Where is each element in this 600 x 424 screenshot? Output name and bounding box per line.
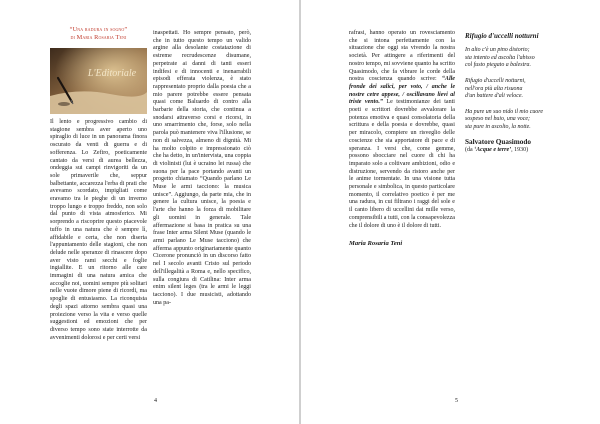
poem-line: sta pure in ascolto, la notte.: [465, 124, 531, 130]
poem-line: d'un battere d'ali veloce.: [465, 93, 523, 100]
editorial-image-caption: L'Editoriale: [87, 68, 137, 79]
quasimodo-quote: “Alle fronde dei salici, per voto, / anche le nostre cetre appese, / oscillavano lievi al triste vento.”: [349, 76, 455, 106]
poem-source-prefix: (da: [465, 147, 475, 154]
right-column-1: [349, 30, 455, 248]
poem-line: sospeso nel buio, una voce;: [465, 116, 530, 123]
paragraph-left-2: inaspettati. Ho sempre pensato, però, che in tutto questo tempo un valido argine alla desolante costatazione di estreme recrudescenze disumane, perpetrate ai danni di tanti esseri indifesi e di innocenti e inenarrabili episodi efferata violenza, è stato rappresentato proprio dalla poesia che a mio parere potrebbe essere pensata quasi come Baluardo di contro alla barbarie della storia, che continua a snodarsi attraverso corsi e ricorsi, in uno smarrimento che, forse, solo nella parola può mantenere viva l'illusione, se non di salvezza, almeno di dignità. Mi ha molto colpito e impressionato ciò che ha detto, in un'intervista, una coppia di violinisti (lui è ucraino lei russa) che suona per la pace portando avanti un progetto chiamato “Quando parlano Le Muse le armi tacciono: la musica unisce”. Aggiungo, da parte mia, che in genere la cultura unisce, la poesia e l'arte che hanno la forza di mobilitare gli uomini in generale. Tale affermazione si basa in pratica su una frase Inter arma Silent Muse (quando le armi parlano Le Muse tacciono) che afferma appunto originariamente quanto Cicerone pronunciò in un discorso fatto nel I secolo avanti Cristo sul periodo dell'illegalità a Roma e, nello specifico, sulla congiura di Catilina: Inter arma enim silent leges (tra le armi le leggi tacciono). I due musicisti, adottando una pa-: [153, 30, 251, 306]
right-column-2: [465, 32, 571, 155]
paragraph-right-1-continued: Le testimonianze dei tanti poeti e scrittori dovrebbe avvalorare la potenza emotiva e quasi consolatoria della scrittura e della poesia e dovrebbe, quasi per miracolo, compiere un risveglio delle coscienze che sia apportatore di pace e di speranza. I versi che, come gemme, possono sbocciare nel cuore di chi ha imparato solo a coltivare ambizioni, odio e distruzione, servendo da ristoro anche per le anime tormentate. In una visione tutta personale e simbolica, in questo particolare momento, il correlativo poetico è per me una radura, in cui filtrano i raggi del sole e il canto libero di uccellini dai mille verso, comprensibili a tutti, con la consapevolezza che il dolore di uno è il dolore di tutti.: [349, 99, 455, 229]
poem-line: Rifugio d'uccelli notturni,: [465, 77, 526, 84]
poem-stanza: [465, 109, 571, 132]
page-number-right: 5: [455, 398, 458, 404]
poem-stanza: [465, 47, 571, 70]
article-title: “Una radura in sogno”: [69, 26, 128, 33]
poem-source-title: ‘Acque e terre’: [474, 147, 512, 154]
right-page: [301, 0, 600, 424]
article-heading: [50, 26, 147, 42]
author-signature: Maria Rosaria Teni: [349, 240, 403, 248]
left-column-1: [50, 26, 147, 342]
poem-source-suffix: , 1930): [511, 147, 529, 154]
paragraph-left-1: Il lento e progressivo cambio di stagione sembra aver aperto uno spiraglio di luce in un panorama finora oscurato da venti di guerra e di sofferenza. Lo Zefiro, poeticamente cantato da versi di aurea bellezza, ondeggia sui campi rinvigoriti da un sole primaverile che, seppur balbettante, accarezza l'erba di prati che avevamo scordato, impigliati come eravamo tra le pieghe di un inverno troppo lungo e troppo freddo, non solo dal punto di vista atmosferico. Mi sorprendo a riscoprire questo piacevole tuffo in una natura che è sempre lì, affidabile e certa, che non diserta l'appuntamento delle stagioni, che non delude nelle speranze di rinascere dopo aver visto rami secchi e foglie ingiallite. E un ritorno alle care immagini di una natura amica che accoglie noi, uomini sempre più solitari nelle vuote dimore piene di ricordi, ma spoglie di entusiasmo. La riconquista degli spazi attorno sembra quasi una proiezione verso la vita e verso quelle suggestioni ed emozioni che per diverso tempo sono state interrotte da avvenimenti dolorosi e per certi versi: [50, 119, 147, 341]
paragraph-right-1: [349, 30, 455, 230]
poem-body: [465, 47, 571, 132]
poem-line: Ha pure un suo nido il mio cuore: [465, 108, 543, 115]
article-author: di Maria Rosaria Teni: [70, 34, 127, 41]
left-column-2: [153, 30, 251, 307]
left-page: [0, 0, 299, 424]
poem-line: In alto c'è un pino distorto;: [465, 47, 530, 53]
poem-title: Rifugio d'uccelli notturni: [465, 32, 539, 40]
poem-source: [465, 147, 571, 155]
poem-line: col fusto piegato a balestra.: [465, 62, 531, 69]
editorial-image: [50, 48, 147, 114]
poem-author: Salvatore Quasimodo: [465, 138, 531, 147]
poem-line: nell'ora più alta risuona: [465, 85, 523, 92]
poem-line: sta intento ed ascolta l'abisso: [465, 54, 535, 61]
paragraph-right-1-text: rafrasi, hanno operato un rovesciamento che si intona perfettamente con la situazione che oggi sta vivendo la nostra società. Per attingere a riferimenti del nostro tempo, mi sovviene quanto ha scritto Quasimodo, che fa vibrare le corde della nostra coscienza quando scrive:: [349, 30, 455, 83]
poem-stanza: [465, 78, 571, 101]
page-number-left: 4: [154, 398, 157, 404]
